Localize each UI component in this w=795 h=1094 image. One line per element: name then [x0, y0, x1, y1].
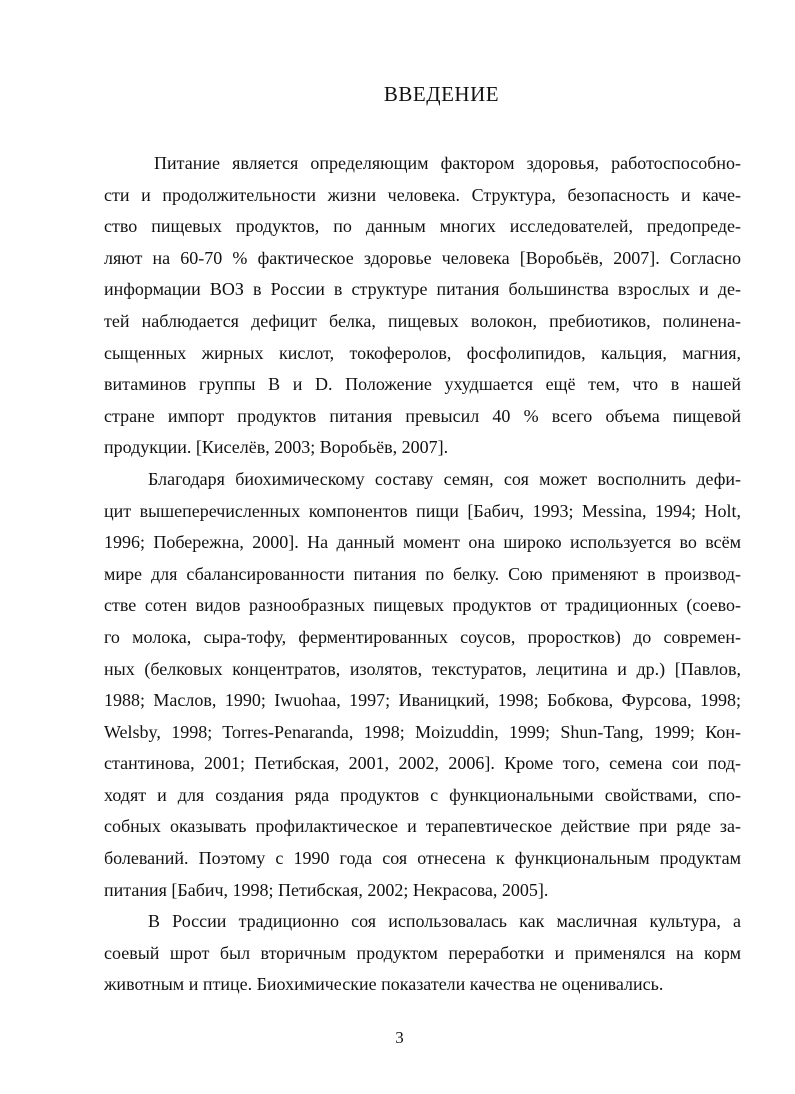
- text-line: Питание является определяющим фактором здоровья, работоспособно-: [154, 153, 741, 173]
- text-line: го молока, сыра-тофу, ферментированных соусов, проростков) до современ-: [104, 626, 741, 647]
- page-number: 3: [395, 1028, 404, 1047]
- paragraph-3: [104, 906, 741, 1001]
- text-line: животным и птице. Биохимические показатели качества не оценивались.: [104, 974, 664, 995]
- text-line: сыщенных жирных кислот, токоферолов, фосфолипидов, кальция, магния,: [104, 342, 741, 363]
- paragraph-2: [104, 464, 741, 906]
- text-line: витаминов группы В и D. Положение ухудшается ещё тем, что в нашей: [104, 374, 741, 395]
- text-line: ляют на 60-70 % фактическое здоровье человека [Воробьёв, 2007]. Согласно: [104, 247, 741, 268]
- text-line: мире для сбалансированности питания по белку. Сою применяют в производ-: [104, 563, 741, 584]
- text-line: питания [Бабич, 1998; Петибская, 2002; Некрасова, 2005].: [104, 879, 549, 900]
- text-line: сти и продолжительности жизни человека. Структура, безопасность и каче-: [104, 184, 741, 205]
- text-line: ных (белковых концентратов, изолятов, текстуратов, лецитина и др.) [Павлов,: [104, 658, 741, 679]
- paragraph-1: [104, 148, 741, 464]
- text-line: стране импорт продуктов питания превысил 40 % всего объема пищевой: [104, 405, 741, 426]
- text-line: стве сотен видов разнообразных пищевых продуктов от традиционных (соево-: [104, 595, 741, 616]
- body-text: [104, 148, 741, 1001]
- text-line: болеваний. Поэтому с 1990 года соя отнесена к функциональным продуктам: [104, 848, 741, 869]
- text-line: Welsby, 1998; Torres-Penaranda, 1998; Moizuddin, 1999; Shun-Tang, 1999; Кон-: [104, 721, 741, 742]
- text-line: тей наблюдается дефицит белка, пищевых волокон, пребиотиков, полинена-: [104, 310, 741, 331]
- text-line: собных оказывать профилактическое и терапевтическое действие при ряде за-: [104, 816, 741, 837]
- text-line: ходят и для создания ряда продуктов с функциональными свойствами, спо-: [104, 784, 741, 805]
- text-line: 1996; Побережна, 2000]. На данный момент она широко используется во всём: [104, 532, 741, 553]
- text-line: В России традиционно соя использовалась как масличная культура, а: [148, 911, 741, 932]
- text-line: продукции. [Киселёв, 2003; Воробьёв, 2007].: [104, 437, 449, 458]
- text-line: стантинова, 2001; Петибская, 2001, 2002, 2006]. Кроме того, семена сои под-: [104, 753, 741, 774]
- text-line: 1988; Маслов, 1990; Iwuohaa, 1997; Иваницкий, 1998; Бобкова, Фурсова, 1998;: [104, 690, 741, 711]
- text-line: цит вышеперечисленных компонентов пищи [Бабич, 1993; Messina, 1994; Holt,: [104, 500, 741, 521]
- text-line: информации ВОЗ в России в структуре питания большинства взрослых и де-: [104, 279, 741, 300]
- text-line: Благодаря биохимическому составу семян, соя может восполнить дефи-: [148, 468, 741, 489]
- page-title: ВВЕДЕНИЕ: [383, 82, 500, 106]
- text-line: ство пищевых продуктов, по данным многих исследователей, предопреде-: [104, 216, 741, 237]
- text-line: соевый шрот был вторичным продуктом переработки и применялся на корм: [104, 942, 741, 963]
